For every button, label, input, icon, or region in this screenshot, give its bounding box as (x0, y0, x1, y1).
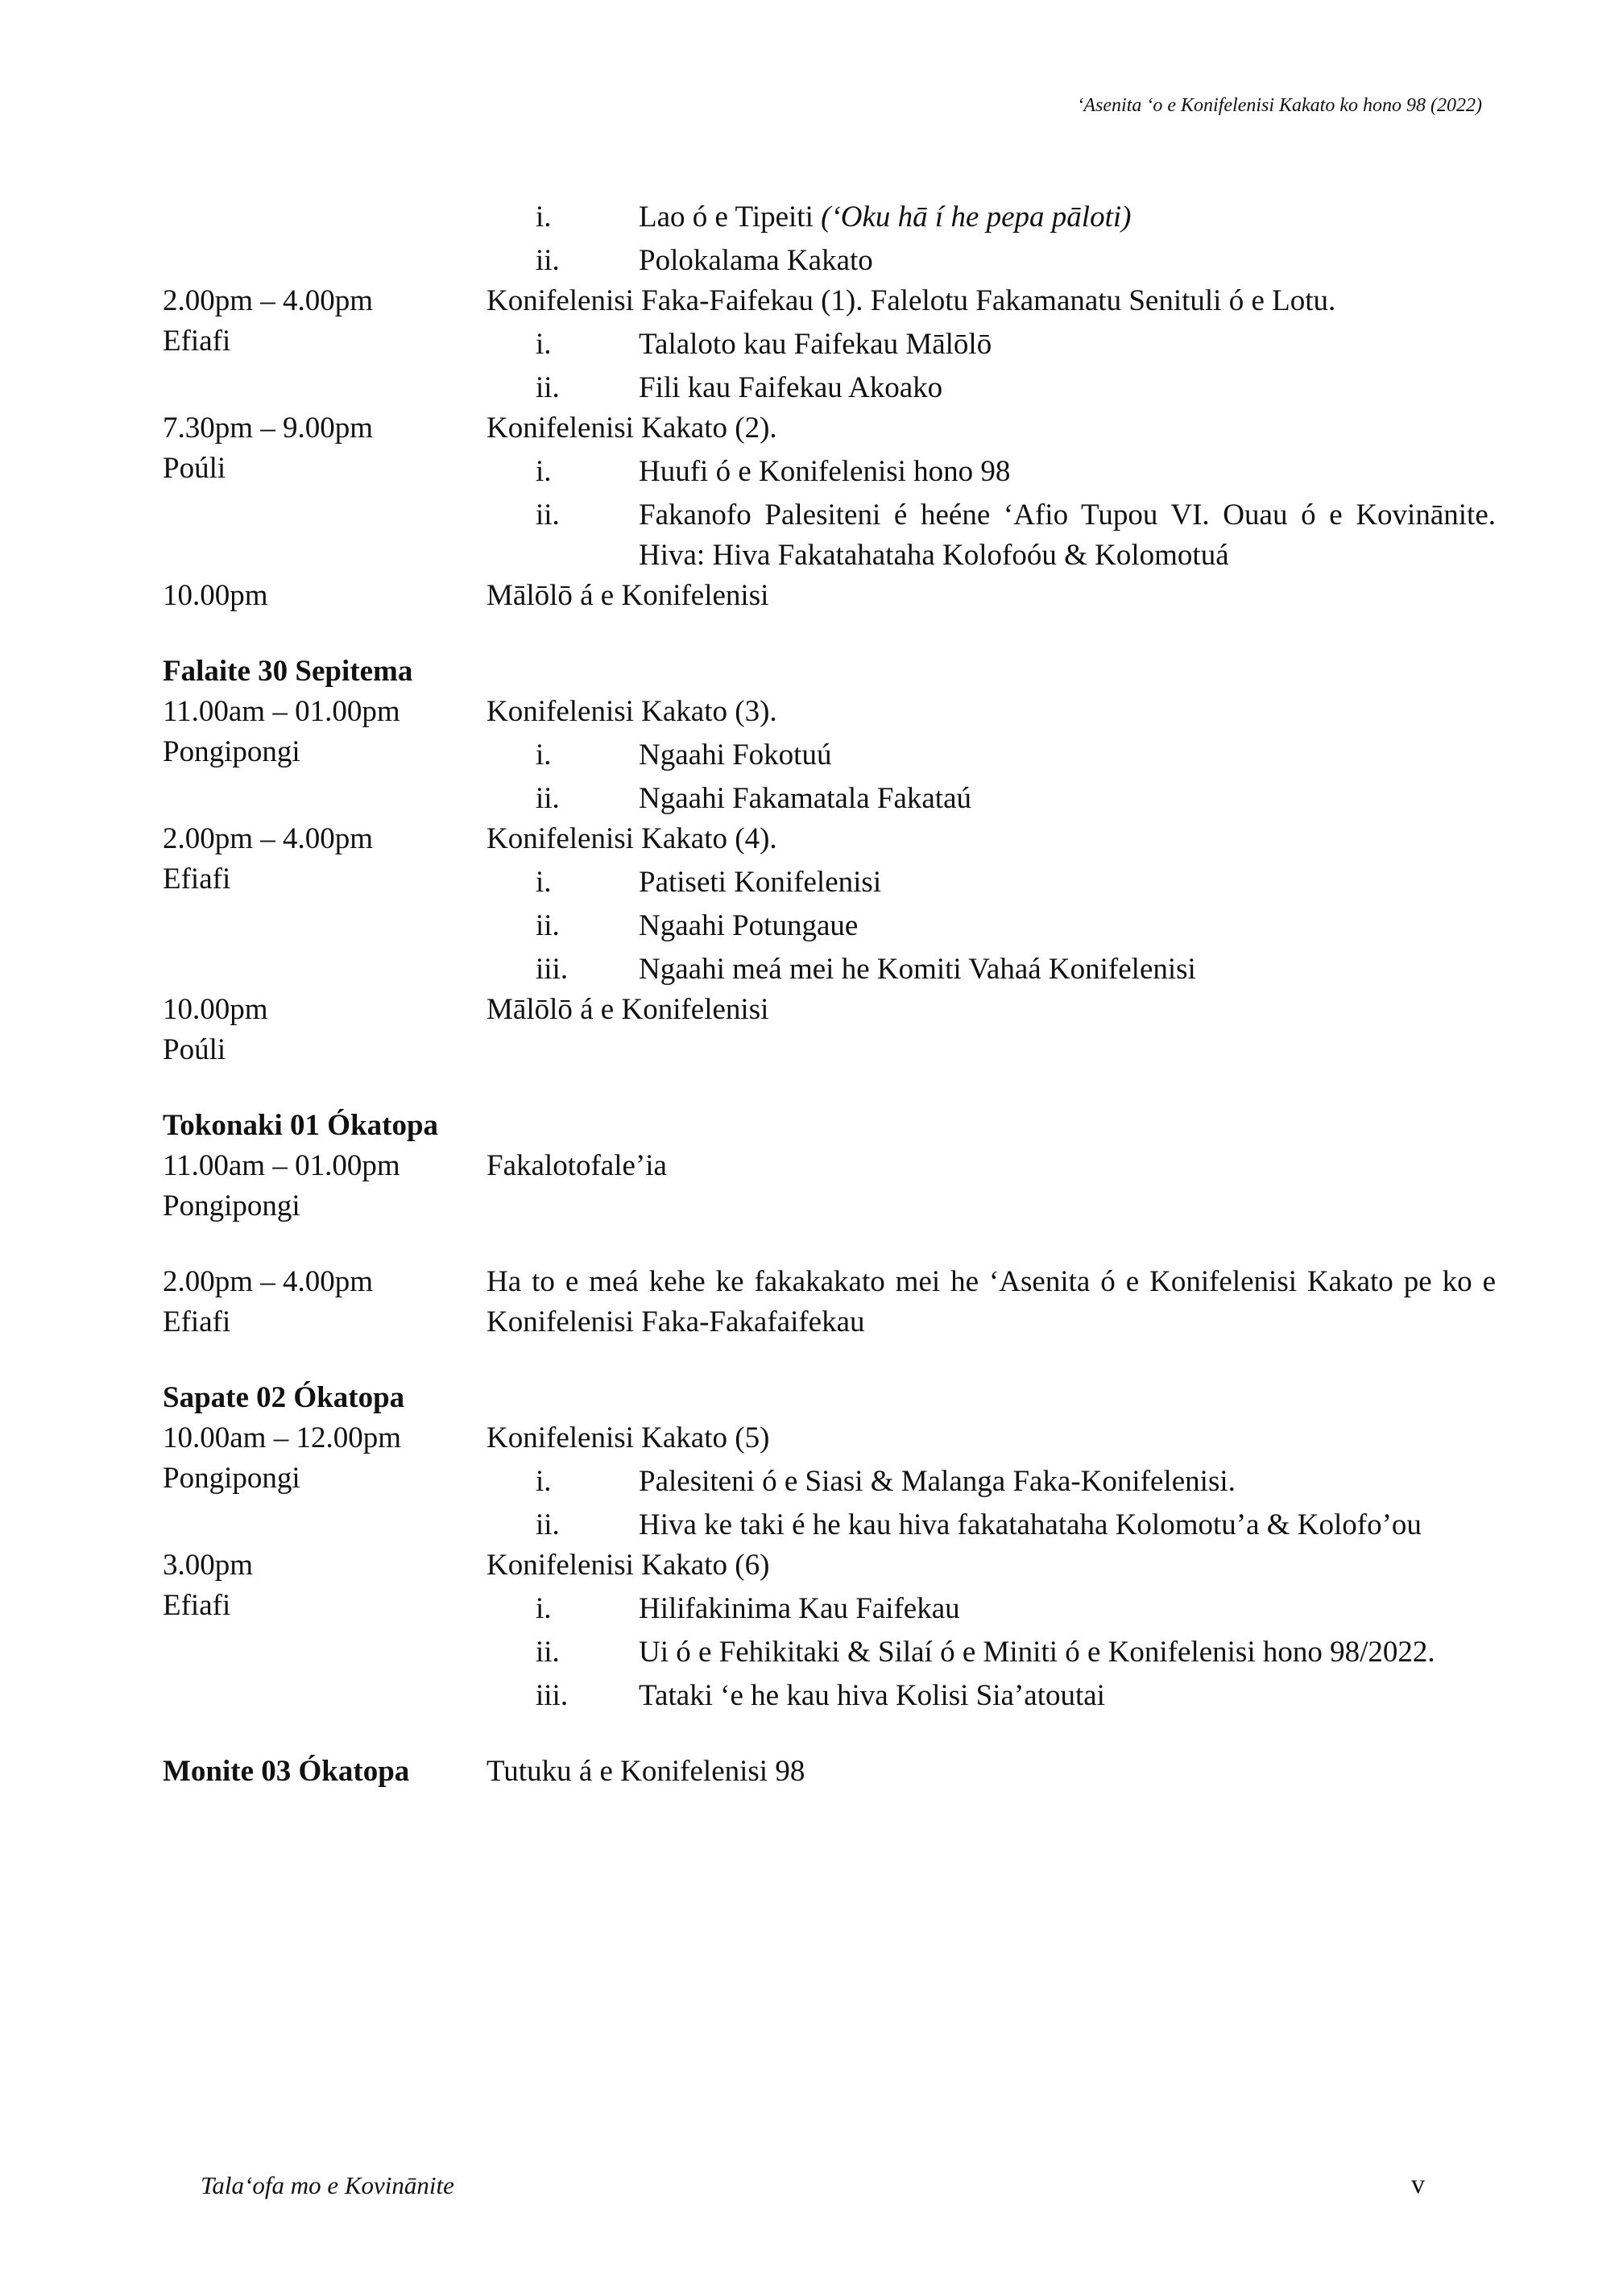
schedule-block (163, 1146, 1496, 1227)
session-title: Konifelenisi Kakato (5) (486, 1421, 770, 1454)
schedule-block (163, 990, 1496, 1070)
item-text: Ngaahi Potungaue (639, 909, 859, 942)
time-period: Poúli (163, 1033, 226, 1066)
time-range: 10.00am – 12.00pm (163, 1421, 401, 1454)
item-number: ii. (536, 782, 560, 815)
list-item (486, 1676, 1496, 1716)
item-text: Ngaahi meá mei he Komiti Vahaá Konifelenisi (639, 953, 1196, 986)
item-number: ii. (536, 499, 560, 532)
description-column (486, 197, 1496, 281)
schedule-block (163, 1418, 1496, 1545)
time-period: Efiafi (163, 863, 231, 896)
time-column (163, 281, 486, 362)
session-title: Konifelenisi Faka-Faifekau (1). Falelotu Fakamanatu Senituli ó e Lotu. (486, 284, 1336, 317)
item-number: i. (536, 866, 552, 899)
time-period: Efiafi (163, 1589, 231, 1622)
session-title: Mālōlō á e Konifelenisi (486, 579, 769, 612)
time-column (163, 1545, 486, 1626)
schedule-block (163, 197, 1496, 281)
time-period: Efiafi (163, 1305, 231, 1338)
item-number: i. (536, 328, 552, 361)
item-number: ii. (536, 1508, 560, 1541)
schedule-block (163, 1752, 1496, 1792)
list-item (486, 452, 1496, 492)
description-column (486, 281, 1496, 408)
item-text: Hilifakinima Kau Faifekau (639, 1592, 960, 1625)
session-title: Tutuku á e Konifelenisi 98 (486, 1755, 805, 1788)
schedule-block (163, 692, 1496, 819)
session-title: Konifelenisi Kakato (4). (486, 822, 777, 855)
description-column (486, 1262, 1496, 1342)
item-number: iii. (536, 1679, 569, 1712)
list-item (486, 949, 1496, 990)
time-period: Pongipongi (163, 1462, 300, 1495)
description-column (486, 576, 1496, 616)
time-range: 2.00pm – 4.00pm (163, 284, 374, 317)
item-number: ii. (536, 1636, 560, 1669)
description-column (486, 1545, 1496, 1716)
session-title: Fakalotofale’ia (486, 1149, 667, 1182)
time-range: 11.00am – 01.00pm (163, 695, 400, 728)
time-range: 3.00pm (163, 1549, 254, 1582)
list-item (486, 1589, 1496, 1629)
item-number: i. (536, 1465, 552, 1498)
item-text: Polokalama Kakato (639, 244, 873, 277)
list-item (486, 1462, 1496, 1502)
session-title: Mālōlō á e Konifelenisi (486, 993, 769, 1026)
day-heading: Sapate 02 Ókatopa (163, 1381, 405, 1414)
time-column (163, 408, 486, 489)
time-period: Pongipongi (163, 1189, 300, 1222)
day-heading: Monite 03 Ókatopa (163, 1755, 410, 1788)
time-range: 10.00pm (163, 993, 268, 1026)
list-item (486, 735, 1496, 776)
description-column (486, 1418, 1496, 1545)
item-text: Ngaahi Fakamatala Fakataú (639, 782, 971, 815)
description-column (486, 1752, 1496, 1792)
list-item (486, 1632, 1496, 1673)
time-column (163, 692, 486, 772)
item-text: Huufi ó e Konifelenisi hono 98 (639, 455, 1011, 488)
list-item (486, 495, 1496, 576)
session-title: Konifelenisi Kakato (2). (486, 412, 777, 445)
item-number: i. (536, 738, 552, 772)
item-text: Patiseti Konifelenisi (639, 866, 882, 899)
time-column (163, 1418, 486, 1499)
item-text: Palesiteni ó e Siasi & Malanga Faka-Konifelenisi. (639, 1465, 1236, 1498)
time-column (163, 1146, 486, 1227)
time-range: 2.00pm – 4.00pm (163, 822, 374, 855)
time-column (163, 576, 486, 616)
item-text: Fili kau Faifekau Akoako (639, 371, 943, 404)
day-heading: Falaite 30 Sepitema (163, 655, 413, 688)
list-item (486, 368, 1496, 408)
list-item (486, 906, 1496, 946)
time-period: Efiafi (163, 325, 231, 358)
schedule-block (163, 408, 1496, 576)
time-column (163, 990, 486, 1070)
list-item (486, 241, 1496, 281)
footer-title: Tala‘ofa mo e Kovinānite (201, 2171, 454, 2199)
session-title: Konifelenisi Kakato (3). (486, 695, 777, 728)
list-item (486, 197, 1496, 238)
time-column (163, 1262, 486, 1342)
item-text: Talaloto kau Faifekau Mālōlō (639, 328, 992, 361)
session-title: Konifelenisi Kakato (6) (486, 1549, 770, 1582)
time-period: Pongipongi (163, 735, 300, 768)
description-column (486, 692, 1496, 819)
description-column (486, 819, 1496, 990)
item-note: (‘Oku hā í he pepa pāloti) (821, 201, 1132, 234)
schedule-block (163, 819, 1496, 990)
schedule-block (163, 281, 1496, 408)
time-period: Poúli (163, 452, 226, 485)
list-item (486, 863, 1496, 903)
item-number: i. (536, 201, 552, 234)
item-number: iii. (536, 953, 569, 986)
item-text: Ui ó e Fehikitaki & Silaí ó e Miniti ó e Konifelenisi hono 98/2022. (639, 1636, 1435, 1669)
time-range: 10.00pm (163, 579, 268, 612)
item-text: Lao ó e Tipeiti (639, 201, 822, 234)
session-title: Ha to e meá kehe ke fakakakato mei he ‘Asenita ó e Konifelenisi Kakato pe ko e Konifelenisi Faka-Fakafaifekau (486, 1265, 1496, 1338)
running-header: ‘Asenita ‘o e Konifelenisi Kakato ko hono 98 (2022) (1077, 95, 1482, 116)
item-number: i. (536, 1592, 552, 1625)
item-text: Fakanofo Palesiteni é heéne ‘Afio Tupou VI. Ouau ó e Kovinānite. Hiva: Hiva Fakatahataha Kolofoóu & Kolomotuá (639, 499, 1496, 572)
schedule (163, 197, 1496, 1792)
page-number: v (1411, 2170, 1425, 2199)
time-range: 2.00pm – 4.00pm (163, 1265, 374, 1298)
schedule-block (163, 1545, 1496, 1716)
time-column (163, 1752, 486, 1792)
item-text: Ngaahi Fokotuú (639, 738, 832, 772)
item-text: Hiva ke taki é he kau hiva fakatahataha Kolomotu’a & Kolofo’ou (639, 1508, 1422, 1541)
schedule-block (163, 576, 1496, 616)
description-column (486, 408, 1496, 576)
list-item (486, 325, 1496, 365)
item-number: i. (536, 455, 552, 488)
list-item (486, 779, 1496, 819)
time-range: 7.30pm – 9.00pm (163, 412, 374, 445)
item-number: ii. (536, 909, 560, 942)
item-number: ii. (536, 244, 560, 277)
time-column (163, 819, 486, 900)
list-item (486, 1505, 1496, 1545)
item-text: Tataki ‘e he kau hiva Kolisi Sia’atoutai (639, 1679, 1105, 1712)
description-column (486, 1146, 1496, 1186)
item-number: ii. (536, 371, 560, 404)
time-range: 11.00am – 01.00pm (163, 1149, 400, 1182)
description-column (486, 990, 1496, 1030)
schedule-block (163, 1262, 1496, 1342)
day-heading: Tokonaki 01 Ókatopa (163, 1109, 439, 1142)
